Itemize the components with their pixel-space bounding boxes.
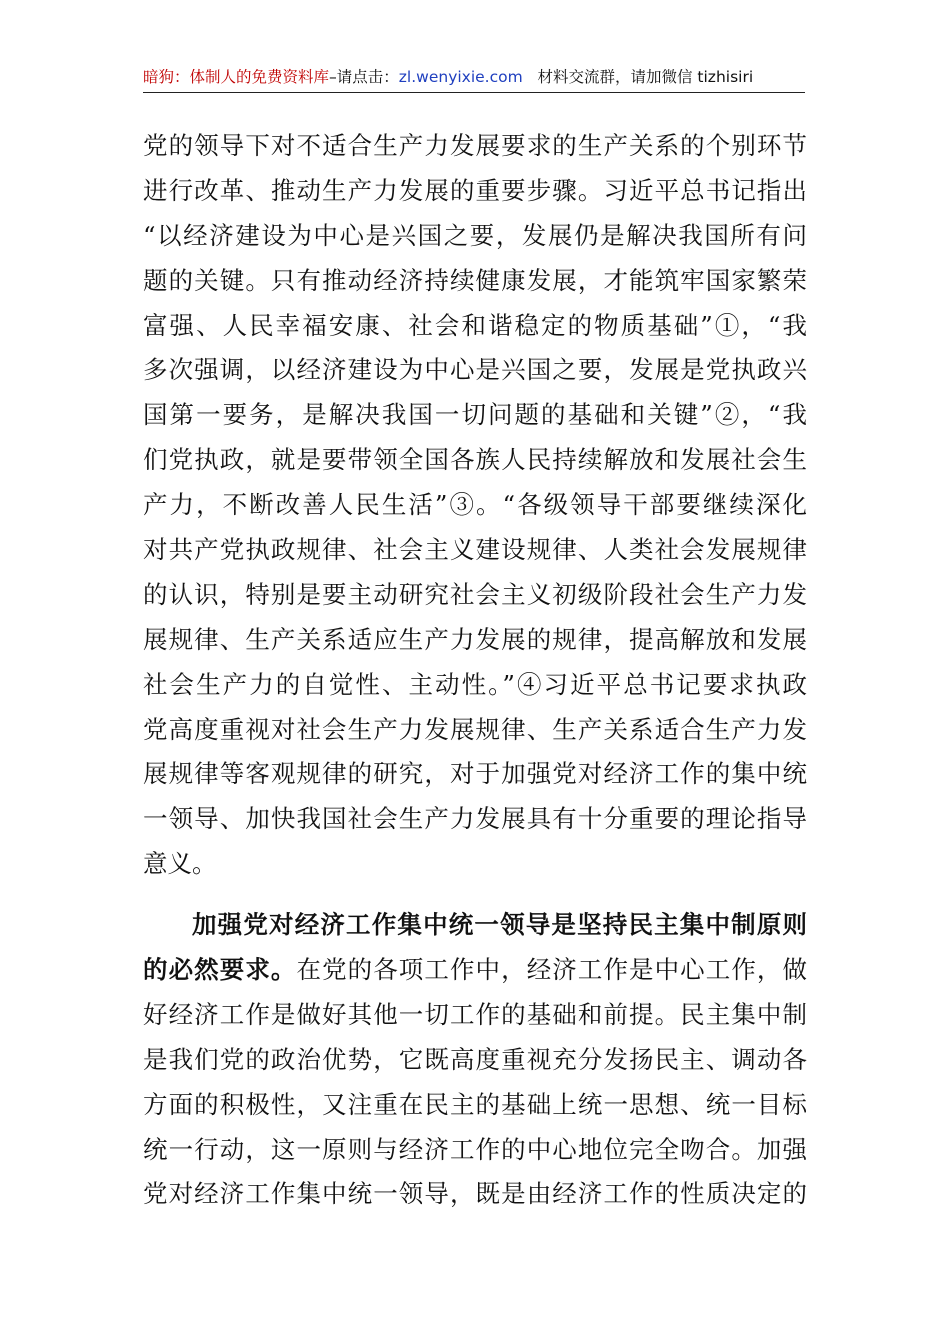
text-line: 是我们党的政治优势，它既高度重视充分发扬民主、调动各 [143, 1044, 807, 1074]
text-line: 党的领导下对不适合生产力发展要求的生产关系的个别环节 [143, 131, 807, 160]
text-line: 产力，不断改善人民生活”③。“各级领导干部要继续深化 [143, 490, 807, 520]
text-line: 对共产党执政规律、社会主义建设规律、人类社会发展规律 [143, 535, 807, 565]
text-line: 展规律等客观规律的研究，对于加强党对经济工作的集中统 [143, 759, 807, 789]
text-line: 方面的积极性，又注重在民主的基础上统一思想、统一目标 [143, 1089, 807, 1119]
text-line-rest: 在党的各项工作中，经济工作是中心工作，做 [296, 955, 807, 985]
text-line: 进行改革、推动生产力发展的重要步骤。习近平总书记指出 [143, 175, 807, 205]
page-header [143, 66, 805, 88]
text-line: 展规律、生产关系适应生产力发展的规律，提高解放和发展 [143, 624, 807, 654]
text-line: 一领导、加快我国社会生产力发展具有十分重要的理论指导 [143, 804, 807, 834]
text-line: 意义。 [143, 849, 217, 879]
paragraph-gap [143, 887, 807, 903]
text-line: 题的关键。只有推动经济持续健康发展，才能筑牢国家繁荣 [143, 265, 807, 295]
paragraph-heading-end: 的必然要求。 [143, 955, 297, 985]
paragraph-2 [143, 903, 807, 1217]
text-line [143, 948, 807, 993]
text-line: 统一行动，这一原则与经济工作的中心地位完全吻合。加强 [143, 1134, 807, 1164]
text-line: 党对经济工作集中统一领导，既是由经济工作的性质决定的 [143, 1179, 807, 1209]
body-text [143, 124, 807, 1217]
text-line: 们党执政，就是要带领全国各族人民持续解放和发展社会生 [143, 445, 807, 475]
header-url-link[interactable]: zl.wenyixie.com [398, 68, 523, 86]
header-site-name: 暗狗：体制人的免费资料库 [143, 68, 330, 86]
paragraph-1 [143, 124, 807, 887]
header-group-note: 材料交流群，请加微信 tizhisiri [537, 68, 754, 86]
text-line: 国第一要务，是解决我国一切问题的基础和关键”②，“我 [143, 400, 807, 430]
header-prompt: –请点击： [329, 68, 399, 86]
text-line: “以经济建设为中心是兴国之要，发展仍是解决我国所有问 [143, 220, 807, 250]
text-line: 党高度重视对社会生产力发展规律、生产关系适合生产力发 [143, 714, 807, 744]
text-line: 社会生产力的自觉性、主动性。”④习近平总书记要求执政 [143, 669, 807, 699]
header-divider [143, 92, 805, 93]
text-line: 多次强调，以经济建设为中心是兴国之要，发展是党执政兴 [143, 355, 807, 385]
paragraph-heading: 加强党对经济工作集中统一领导是坚持民主集中制原则 [192, 910, 807, 940]
text-line: 的认识，特别是要主动研究社会主义初级阶段社会生产力发 [143, 579, 807, 609]
text-line: 好经济工作是做好其他一切工作的基础和前提。民主集中制 [143, 999, 807, 1029]
text-line: 富强、人民幸福安康、社会和谐稳定的物质基础”①，“我 [143, 310, 807, 340]
